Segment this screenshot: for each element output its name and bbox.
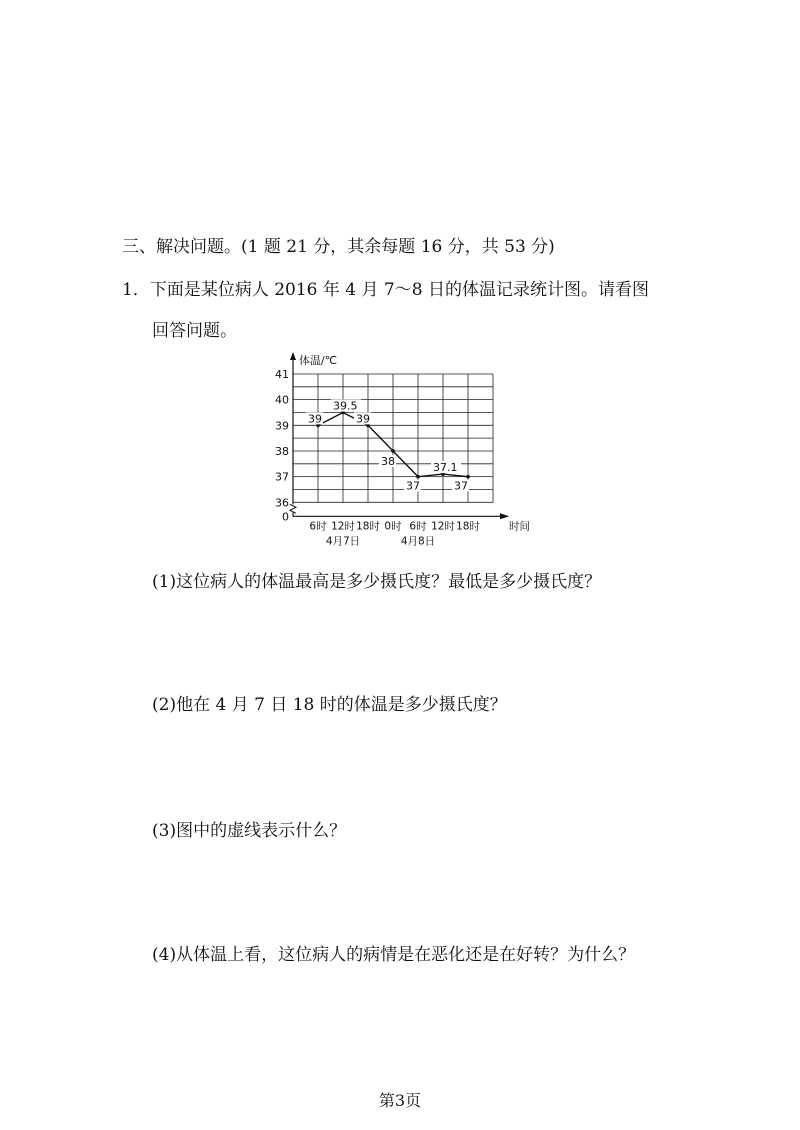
date-label: 4月7日 bbox=[325, 535, 361, 548]
chart-labels bbox=[275, 353, 530, 547]
y-tick-label: 41 bbox=[275, 368, 289, 381]
y-axis-arrow bbox=[290, 352, 296, 360]
y-tick-label: 37 bbox=[275, 470, 289, 484]
sub-question-4: (4)从体温上看，这位病人的病情是在恶化还是在好转？为什么？ bbox=[152, 945, 636, 965]
data-label: 37 bbox=[454, 479, 468, 493]
data-label: 39 bbox=[356, 412, 370, 426]
x-tick-label: 12时 bbox=[431, 520, 455, 533]
y-axis-break-mark bbox=[290, 504, 296, 513]
x-axis-arrow bbox=[500, 513, 509, 519]
x-axis-title: 时间 bbox=[509, 520, 530, 533]
temperature-line-chart bbox=[268, 348, 538, 554]
data-label: 39.5 bbox=[333, 399, 358, 413]
y-tick-label: 39 bbox=[275, 419, 289, 433]
x-tick-label: 6时 bbox=[409, 520, 427, 533]
data-point bbox=[466, 475, 470, 479]
data-label: 39 bbox=[308, 412, 322, 426]
y-axis-title: 体温/℃ bbox=[299, 354, 338, 367]
x-tick-label: 6时 bbox=[309, 520, 327, 533]
y-tick-label: 40 bbox=[275, 393, 289, 407]
y-tick-label: 38 bbox=[275, 444, 289, 458]
sub-question-2: (2)他在 4 月 7 日 18 时的体温是多少摄氏度？ bbox=[152, 695, 507, 715]
data-point bbox=[391, 449, 395, 453]
question-1-text-line-1: 1．下面是某位病人 2016 年 4 月 7～8 日的体温记录统计图。请看图 bbox=[122, 280, 649, 300]
data-label: 38 bbox=[381, 454, 395, 468]
y-tick-label: 36 bbox=[275, 496, 289, 510]
chart-axes bbox=[290, 352, 509, 519]
x-tick-label: 18时 bbox=[356, 520, 380, 533]
sub-question-1: (1)这位病人的体温最高是多少摄氏度？最低是多少摄氏度？ bbox=[152, 572, 602, 592]
section-heading: 三、解决问题。(1 题 21 分，其余每题 16 分，共 53 分) bbox=[122, 237, 555, 257]
page-number: 第3页 bbox=[378, 1091, 422, 1110]
sub-question-3: (3)图中的虚线表示什么？ bbox=[152, 821, 347, 841]
data-label: 37.1 bbox=[433, 461, 458, 475]
x-tick-label: 18时 bbox=[456, 520, 480, 533]
y-tick-label: 0 bbox=[282, 510, 289, 524]
date-label: 4月8日 bbox=[400, 535, 436, 548]
x-tick-label: 12时 bbox=[331, 520, 355, 533]
data-point bbox=[416, 475, 420, 479]
x-tick-label: 0时 bbox=[384, 520, 402, 533]
data-label: 37 bbox=[406, 479, 420, 493]
question-1-text-line-2: 回答问题。 bbox=[152, 321, 237, 341]
